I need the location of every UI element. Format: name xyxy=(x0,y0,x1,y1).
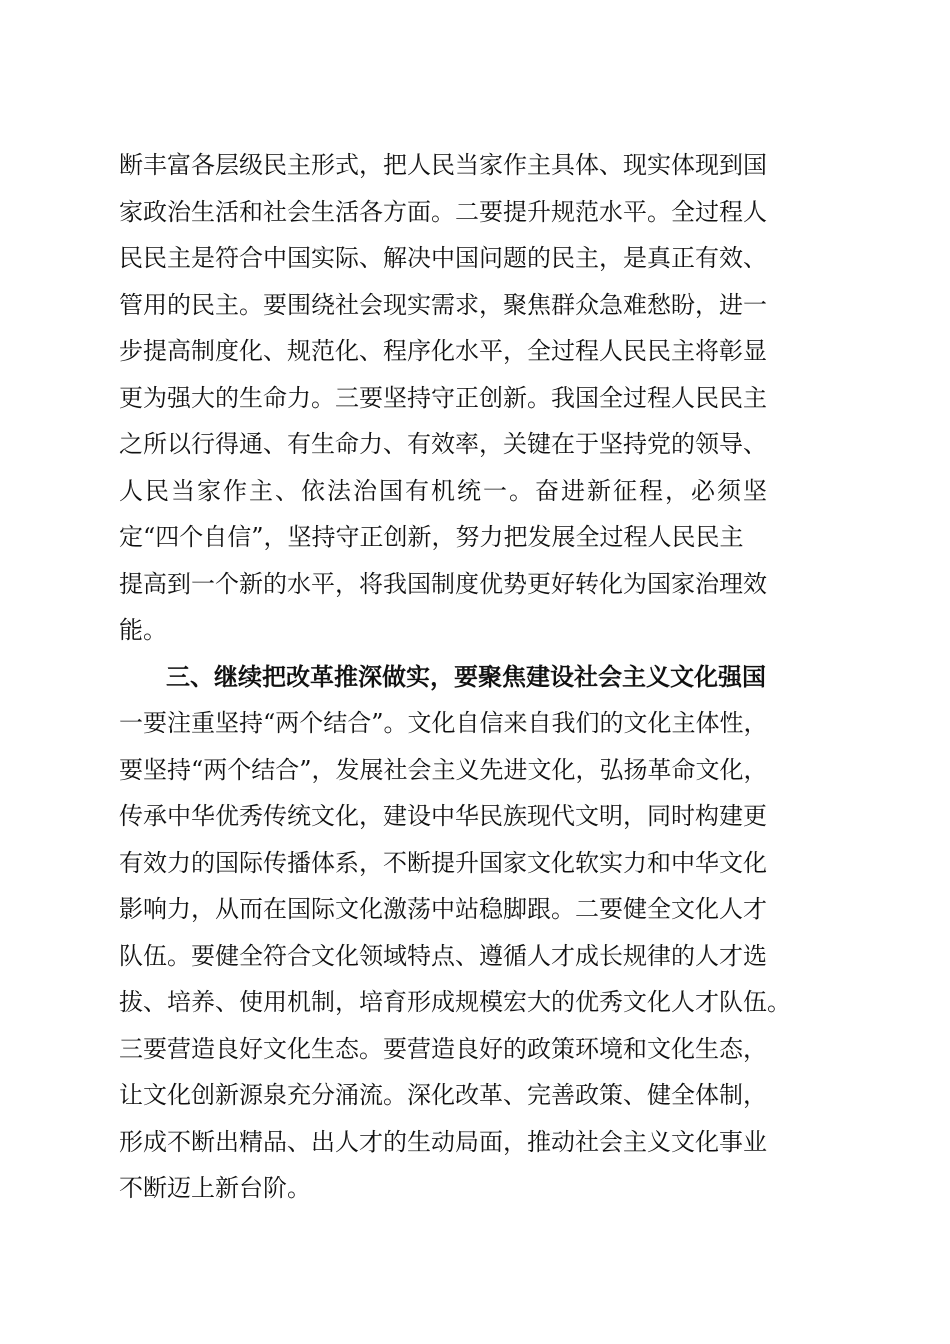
body-line: 定“四个自信”，坚持守正创新，努力把发展全过程人民民主 xyxy=(119,523,744,551)
body-line: 拔、培养、使用机制，培育形成规模宏大的优秀文化人才队伍。 xyxy=(119,988,791,1016)
body-line: 不断迈上新台阶。 xyxy=(119,1174,311,1202)
body-line: 断丰富各层级民主形式，把人民当家作主具体、现实体现到国 xyxy=(119,151,767,179)
body-line: 要坚持“两个结合”，发展社会主义先进文化，弘扬革命文化， xyxy=(119,755,768,784)
section-heading: 三、继续把改革推深做实，要聚焦建设社会主义文化强国 xyxy=(166,662,766,691)
body-line: 形成不断出精品、出人才的生动局面，推动社会主义文化事业 xyxy=(119,1127,767,1156)
body-line: 管用的民主。要围绕社会现实需求，聚焦群众急难愁盼，进一 xyxy=(119,290,767,319)
body-line: 家政治生活和社会生活各方面。二要提升规范水平。全过程人 xyxy=(119,197,767,226)
body-line: 人民当家作主、依法治国有机统一。奋进新征程，必须坚 xyxy=(119,476,769,505)
body-line: 之所以行得通、有生命力、有效率，关键在于坚持党的领导、 xyxy=(119,430,767,458)
body-line: 让文化创新源泉充分涌流。深化改革、完善政策、健全体制， xyxy=(119,1081,767,1109)
body-line: 步提高制度化、规范化、程序化水平，全过程人民民主将彰显 xyxy=(119,337,767,365)
body-line: 影响力，从而在国际文化激荡中站稳脚跟。二要健全文化人才 xyxy=(119,895,767,923)
body-line: 队伍。要健全符合文化领域特点、遵循人才成长规律的人才选 xyxy=(119,941,767,970)
body-line: 能。 xyxy=(119,616,167,644)
body-line: 提高到一个新的水平，将我国制度优势更好转化为国家治理效 xyxy=(119,569,767,598)
body-line: 一要注重坚持“两个结合”。文化自信来自我们的文化主体性， xyxy=(119,709,768,737)
body-line: 民民主是符合中国实际、解决中国问题的民主，是真正有效、 xyxy=(119,244,767,272)
document-body xyxy=(119,142,839,1212)
body-line: 三要营造良好文化生态。要营造良好的政策环境和文化生态， xyxy=(119,1034,767,1063)
body-line: 更为强大的生命力。三要坚持守正创新。我国全过程人民民主 xyxy=(119,383,767,412)
body-line: 传承中华优秀传统文化，建设中华民族现代文明，同时构建更 xyxy=(119,802,767,830)
body-line: 有效力的国际传播体系，不断提升国家文化软实力和中华文化 xyxy=(119,848,767,877)
